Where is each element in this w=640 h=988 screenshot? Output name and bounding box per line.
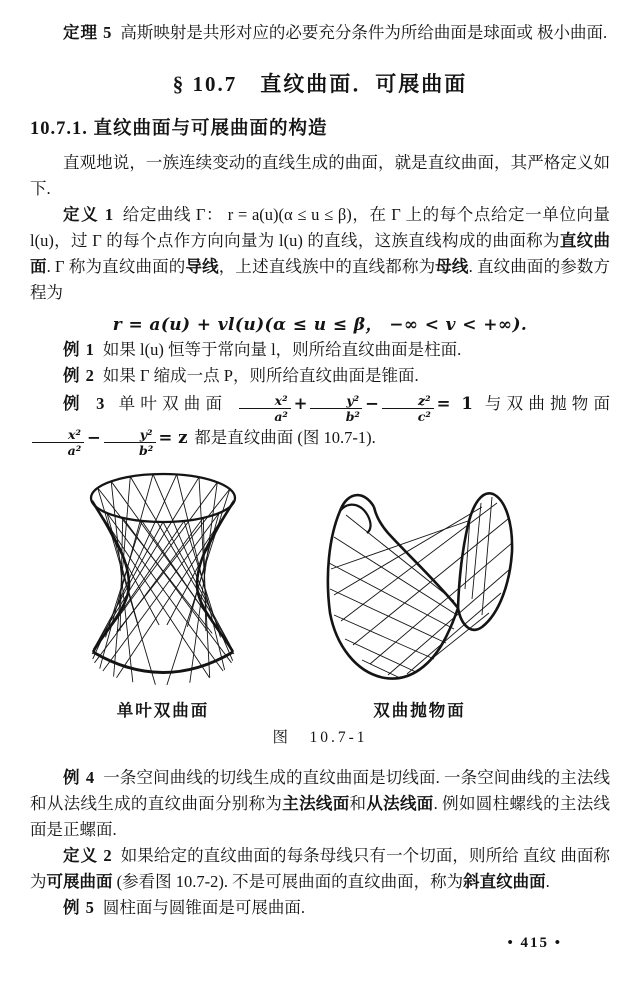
fraction-x2-a2-2: $\frac{\text{x²}}{\text{a²}}$: [32, 428, 84, 457]
definition-1-paragraph: [30, 202, 610, 306]
saddle-figure: [322, 467, 517, 695]
fraction-x2-a2: $\frac{\text{x²}}{\text{a²}}$: [239, 394, 291, 423]
example-4-label: 例 4: [63, 768, 96, 788]
figure-caption: 图 10.7-1: [272, 729, 368, 747]
theorem-5-label: 定理 5: [63, 23, 113, 42]
example-4-text: 一条空间曲线的切线生成的直纹曲面是切线面. 一条空间曲线的主法线和从法线生成的直纹曲面分别称为主法线面和从法线面. 例如圆柱螺线的主法线面是正螺面.: [30, 768, 611, 840]
definition-2-paragraph: [30, 843, 610, 895]
example-5-label: 例 5: [63, 898, 95, 918]
example-3-label: 例 3: [63, 394, 106, 413]
example-2-paragraph: [30, 363, 610, 389]
fraction-z2-c2: $\frac{\text{z²}}{\text{c²}}$: [382, 394, 434, 423]
example-3-mid: 与双曲抛物面: [484, 394, 611, 413]
section-heading: § 10.7 直纹曲面．可展曲面: [172, 72, 468, 96]
saddle-top-curl: [340, 505, 371, 533]
hyperboloid-rulings: [92, 474, 234, 685]
example-3-post: 都是直纹曲面 (图 10.7-1).: [194, 428, 376, 448]
example-5-paragraph: [30, 895, 610, 921]
example-2-label: 例 2: [63, 366, 95, 385]
hyperboloid-equation: $\frac{\text{x²}}{\text{a²}}$ + $\frac{\text{y²}}{\text{b²}}$ − $\frac{\text{z²}}{\text{c²}}$ = 1: [237, 394, 485, 413]
fraction-y2-b2-2: $\frac{\text{y²}}{\text{b²}}$: [104, 428, 156, 457]
example-2-text: 如果 Γ 缩成一点 P，则所给直纹曲面是锥面.: [102, 366, 419, 385]
figure-sublabels: [30, 697, 610, 721]
definition-1-label: 定义 1: [63, 205, 115, 224]
example-1-paragraph: [30, 337, 610, 363]
parametric-equation: r = a(u) + vl(u)(α ≤ u ≤ β， −∞ < v < +∞).: [112, 315, 528, 335]
example-4-paragraph: [30, 765, 610, 843]
hyperboloid-caption: 单叶双曲面: [116, 701, 210, 721]
subsection-heading: 10.7.1. 直纹曲面与可展曲面的构造: [30, 119, 328, 139]
example-3-paragraph: [30, 389, 610, 457]
intuition-paragraph: 直观地说，一族连续变动的直线生成的曲面，就是直纹曲面，其严格定义如下.: [30, 153, 610, 198]
example-5-text: 圆柱面与圆锥面是可展曲面.: [102, 898, 305, 918]
paraboloid-equation: $\frac{\text{x²}}{\text{a²}}$ − $\frac{\text{y²}}{\text{b²}}$ = z: [30, 428, 194, 447]
example-3-pre: 单叶双曲面: [113, 394, 228, 413]
figure-10-7-1: [30, 467, 610, 695]
definition-1-text: 给定曲线 Γ： r = a(u)(α ≤ u ≤ β)，在 Γ 上的每个点给定一单位向量 l(u)，过 Γ 的每个点作方向向量为 l(u) 的直线，这族直线构成的曲面称为直纹曲面. Γ 称为直纹曲面的导线，上述直线族中的直线都称为母线. 直纹曲面的参数方程为: [30, 205, 611, 302]
definition-2-label: 定义 2: [63, 846, 113, 866]
saddle-rulings: [329, 497, 512, 677]
page-number: • 415 •: [507, 935, 562, 952]
definition-2-text: 如果给定的直纹曲面的每条母线只有一个切面，则所给 直纹 曲面称为可展曲面 (参看图 10.7-2). 不是可展曲面的直纹曲面，称为斜直纹曲面.: [30, 846, 611, 892]
hyperboloid-figure: [88, 467, 238, 695]
saddle-caption: 双曲抛物面: [373, 701, 466, 721]
theorem-5-paragraph: [30, 20, 610, 46]
fraction-y2-b2: $\frac{\text{y²}}{\text{b²}}$: [310, 394, 362, 423]
example-1-text: 如果 l(u) 恒等于常向量 l，则所给直纹曲面是柱面.: [102, 340, 462, 359]
example-1-label: 例 1: [63, 340, 95, 359]
theorem-5-text: 高斯映射是共形对应的必要充分条件为所给曲面是球面或 极小曲面.: [120, 23, 608, 42]
saddle-right-lobe-outline: [458, 494, 512, 630]
